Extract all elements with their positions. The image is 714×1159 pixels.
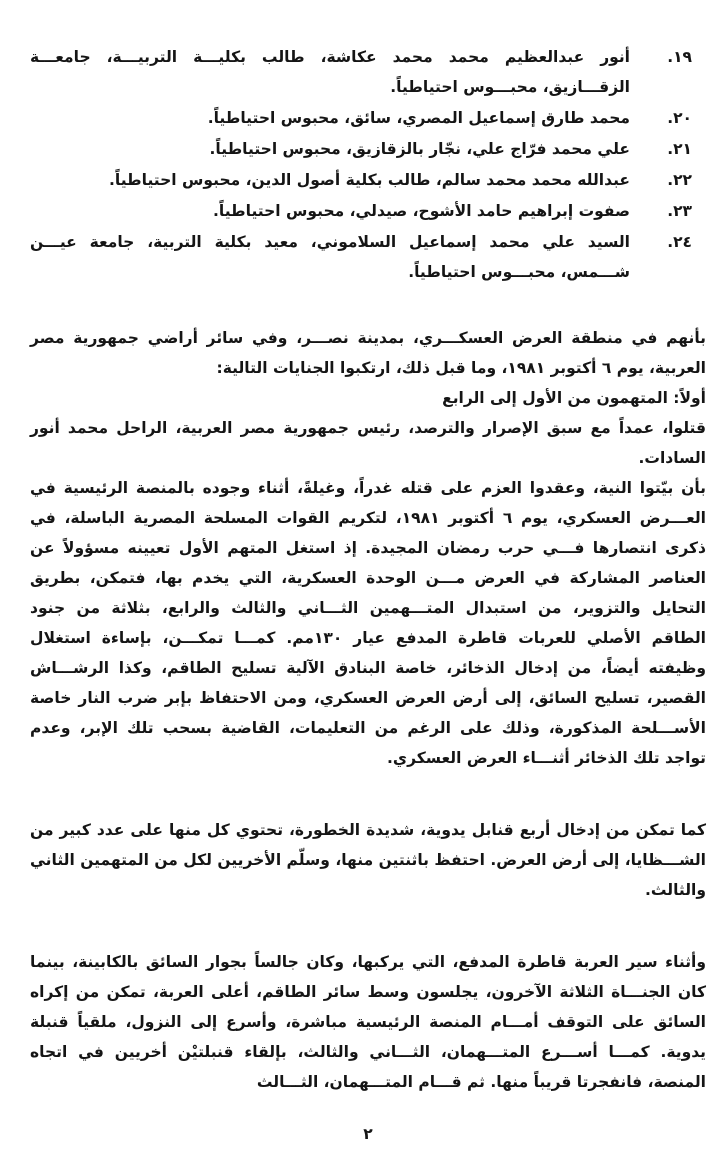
list-item [30, 134, 706, 164]
item-number: ٢٠. [667, 109, 692, 127]
item-text: علي محمد فرّاج علي، نجّار بالزقازيق، محبوس احتياطياً. [209, 140, 630, 158]
list-item [30, 227, 706, 287]
item-text: السيد علي محمد إسماعيل السلاموني، معيد بكلية التربية، جامعة عيـــن شـــمس، محبـــوس احتياطياً. [30, 233, 630, 281]
item-text: محمد طارق إسماعيل المصري، سائق، محبوس احتياطياً. [207, 109, 630, 127]
item-text: صفوت إبراهيم حامد الأشوح، صيدلي، محبوس احتياطياً. [213, 202, 630, 220]
intro-paragraph: بأنهم في منطقة العرض العسكـــري، بمدينة نصـــر، وفي سائر أراضي جمهورية مصر العربية، يوم ٦ أكتوبر ١٩٨١، وما قبل ذلك، ارتكبوا الجنايات التالية: [30, 329, 706, 377]
body-paragraph: وأثناء سير العربة قاطرة المدفع، التي يركبها، وكان جالساً بجوار السائق بالكابينة، بينما كان الجنـــاة الثلاثة الآخرون، يجلسون وسط سائر الطاقم، أعلى العربة، تمكن من إكراه السائق على التوقف أمـــام المنصة الرئيسية مباشرة، وأسرع إلى النزول، ملقياً قنبلة يدوية. كمـــا أســـرع المتـــهمان، الثـــاني والثالث، بإلقاء قنبلتيْن أخريين في اتجاه المنصة، فانفجرتا قريباً منها. ثم قـــام المتـــهمان، الثـــالث [30, 953, 706, 1091]
body-paragraph: قتلوا، عمداً مع سبق الإصرار والترصد، رئيس جمهورية مصر العربية، الراحل محمد أنور السادات. [30, 419, 706, 467]
list-item [30, 42, 706, 102]
body-paragraph: كما تمكن من إدخال أربع قنابل يدوية، شديدة الخطورة، تحتوي كل منها على عدد كبير من الشـــظايا، إلى أرض العرض. احتفظ باثنتين منها، وسلّم الأخريين لكل من المتهمين الثاني والثالث. [30, 821, 706, 899]
item-number: ٢٢. [667, 171, 692, 189]
body-paragraph: بأن بيّتوا النية، وعقدوا العزم على قتله غدراً، وغيلةً، أثناء وجوده بالمنصة الرئيسية في العـــرض العسكري، يوم ٦ أكتوبر ١٩٨١، لتكريم القوات المسلحة المصرية الباسلة، في ذكرى انتصارها فـــي حرب رمضان المجيدة. إذ استغل المتهم الأول تعيينه مسؤولاً عن العناصر المشاركة في العرض مـــن الوحدة العسكرية، التي يخدم بها، فتمكن، بطريق التحايل والتزوير، من استبدال المتـــهمين الثـــاني والثالث والرابع، بثلاثة من جنود الطاقم الأصلي للعربات قاطرة المدفع عيار ١٣٠مم. كمـــا تمكـــن، بإساءة استغلال وظيفته أيضاً، من إدخال الذخائر، خاصة البنادق الآلية تسليح الطاقم، وكذا الرشـــاش القصير، تسليح السائق، إلى أرض العرض العسكري، ومن الاحتفاظ بإبر ضرب النار خاصة الأســـلحة المذكورة، وذلك على الرغم من التعليمات، القاضية بسحب تلك الإبر، وعدم تواجد تلك الذخائر أثنـــاء العرض العسكري. [30, 479, 706, 767]
item-number: ٢٣. [667, 202, 692, 220]
section-heading: أولاً: المتهمون من الأول إلى الرابع [442, 389, 706, 407]
list-item [30, 165, 706, 195]
list-item [30, 103, 706, 133]
item-number: ٢٤. [667, 233, 692, 251]
item-text: أنور عبدالعظيم محمد محمد عكاشة، طالب بكليـــة التربيـــة، جامعـــة الزقـــازيق، محبـــوس احتياطياً. [30, 48, 630, 96]
list-item [30, 196, 706, 226]
item-number: ٢١. [667, 140, 692, 158]
page-number: ٢ [363, 1125, 373, 1143]
item-text: عبدالله محمد محمد سالم، طالب بكلية أصول الدين، محبوس احتياطياً. [109, 171, 630, 189]
item-number: ١٩. [667, 48, 692, 66]
defendant-list [30, 42, 706, 287]
